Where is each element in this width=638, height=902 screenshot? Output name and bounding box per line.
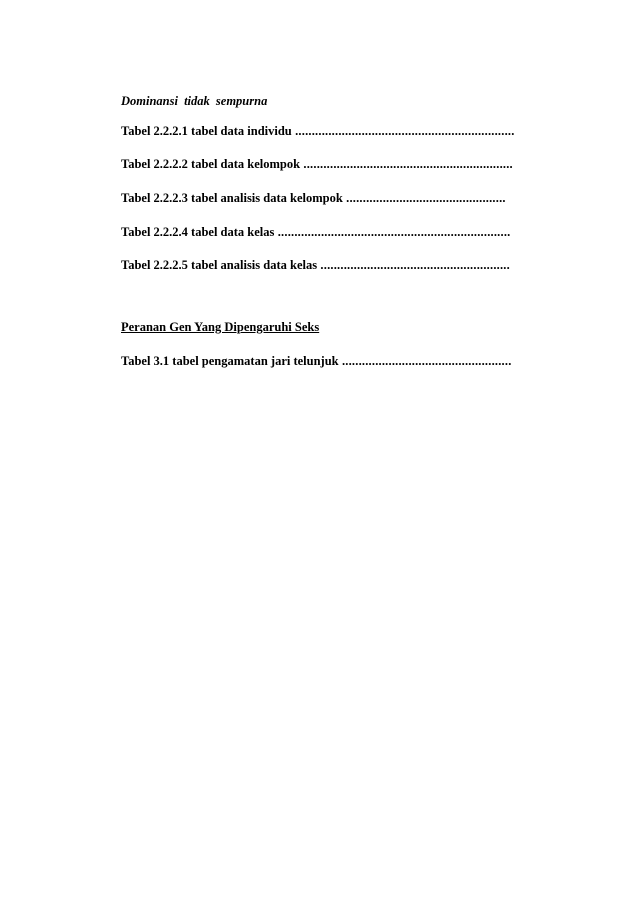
toc-entry-label: Tabel 3.1 tabel pengamatan jari telunjuk: [121, 354, 339, 368]
section-heading-dominansi: Dominansi tidak sempurna: [121, 94, 268, 108]
toc-leader-dots: ..................................................................: [291, 124, 515, 138]
toc-entry: [121, 257, 517, 273]
toc-entry: [121, 123, 517, 139]
toc-entry-label: Tabel 2.2.2.1 tabel data individu: [121, 124, 292, 138]
toc-entry: [121, 190, 517, 206]
toc-leader-dots: ................................................: [342, 191, 506, 205]
toc-entry-label: Tabel 2.2.2.2 tabel data kelompok: [121, 157, 301, 171]
toc-leader-dots: ...................................................: [338, 354, 512, 368]
toc-entry: [121, 156, 517, 172]
toc-entry-label: Tabel 2.2.2.5 tabel analisis data kelas: [121, 258, 318, 272]
toc-entry-label: Tabel 2.2.2.3 tabel analisis data kelompok: [121, 191, 343, 205]
toc-leader-dots: ...............................................................: [300, 157, 513, 171]
toc-leader-dots: .........................................................: [317, 258, 510, 272]
toc-entry: [121, 353, 517, 369]
toc-entry: [121, 224, 517, 240]
section-heading-peranan-gen: Peranan Gen Yang Dipengaruhi Seks: [121, 320, 320, 334]
toc-entry-label: Tabel 2.2.2.4 tabel data kelas: [121, 225, 275, 239]
toc-leader-dots: ......................................................................: [274, 225, 511, 239]
